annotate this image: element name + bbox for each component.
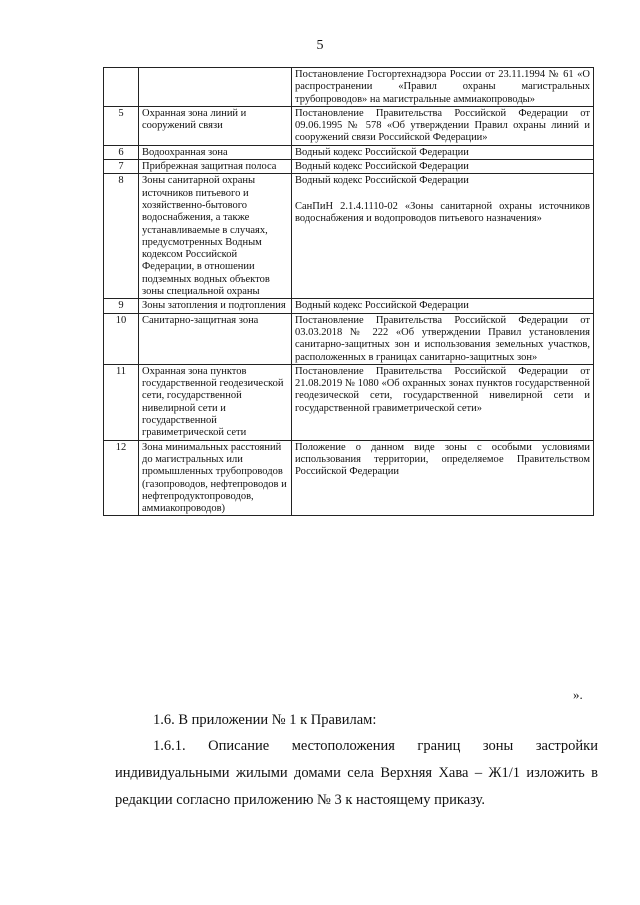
legal-basis xyxy=(292,299,594,313)
legal-basis xyxy=(292,174,594,299)
zone-name: Зона минимальных расстояний до магистральных или промышленных трубопроводов (газопроводов, нефтепроводов и нефтепродуктопроводов, аммиакопроводов) xyxy=(139,440,292,516)
legal-document: Постановление Правительства Российской Федерации от 21.08.2019 № 1080 «Об охранных зонах пунктов государственной геодезической сети, государственной нивелирной сети и государственной гравиметрической сети» xyxy=(295,365,590,414)
legal-document: Постановление Госгортехнадзора России от 23.11.1994 № 61 «О распространении «Правил охраны магистральных трубопроводов» на магистральные аммиакопроводы» xyxy=(295,69,590,105)
legal-document: Водный кодекс Российской Федерации xyxy=(295,300,469,312)
zone-name: Охранная зона линий и сооружений связи xyxy=(139,106,292,145)
legal-basis xyxy=(292,440,594,516)
legal-basis xyxy=(292,364,594,440)
legal-document: Водный кодекс Российской Федерации xyxy=(295,161,469,173)
row-number: 6 xyxy=(104,145,139,159)
row-number: 5 xyxy=(104,106,139,145)
table-row xyxy=(104,145,594,159)
legal-document: СанПиН 2.1.4.1110-02 «Зоны санитарной охраны источников водоснабжения и водопроводов питьевого назначения» xyxy=(295,200,590,224)
legal-document: Положение о данном виде зоны с особыми условиями использования территории, определяемое Правительством Российской Федерации xyxy=(295,441,590,478)
table-row xyxy=(104,106,594,145)
table-row xyxy=(104,313,594,364)
page-number: 5 xyxy=(316,38,324,53)
row-number: 9 xyxy=(104,299,139,313)
legal-document: Постановление Правительства Российской Федерации от 03.03.2018 № 222 «Об утверждении Правил установления санитарно-защитных зон и использования земельных участков, расположенных в границах санитарно-защитных зон» xyxy=(295,314,590,363)
legal-document: Постановление Правительства Российской Федерации от 09.06.1995 № 578 «Об утверждении Правил охраны линий и сооружений связи Российской Федерации» xyxy=(295,107,590,144)
legal-basis xyxy=(292,106,594,145)
paragraph-1-6: 1.6. В приложении № 1 к Правилам: xyxy=(153,712,377,728)
zone-name: Прибрежная защитная полоса xyxy=(139,160,292,174)
zone-name xyxy=(139,68,292,107)
table-row xyxy=(104,160,594,174)
zones-table xyxy=(103,67,594,516)
zone-name: Санитарно-защитная зона xyxy=(139,313,292,364)
row-number: 10 xyxy=(104,313,139,364)
paragraph-1-6-1: 1.6.1. Описание местоположения границ зоны застройки индивидуальными жилыми домами села Верхняя Хава – Ж1/1 изложить в редакции согласно приложению № 3 к настоящему приказу. xyxy=(115,738,598,808)
row-number: 7 xyxy=(104,160,139,174)
legal-document: Водный кодекс Российской Федерации xyxy=(295,146,469,158)
zone-name: Водоохранная зона xyxy=(139,145,292,159)
legal-basis xyxy=(292,160,594,174)
table-row xyxy=(104,68,594,107)
row-number: 8 xyxy=(104,174,139,299)
row-number xyxy=(104,68,139,107)
zone-name: Охранная зона пунктов государственной геодезической сети, государственной нивелирной сети и государственной гравиметрической сети xyxy=(139,364,292,440)
legal-basis xyxy=(292,145,594,159)
zone-name: Зоны затопления и подтопления xyxy=(139,299,292,313)
row-number: 12 xyxy=(104,440,139,516)
table-row xyxy=(104,174,594,299)
legal-basis xyxy=(292,313,594,364)
table-row xyxy=(104,364,594,440)
zones-table-body xyxy=(104,68,594,516)
legal-basis xyxy=(292,68,594,107)
table-row xyxy=(104,299,594,313)
row-number: 11 xyxy=(104,364,139,440)
legal-document: Водный кодекс Российской Федерации xyxy=(295,175,469,187)
closing-quote: ». xyxy=(573,687,583,702)
zone-name: Зоны санитарной охраны источников питьевого и хозяйственно-бытового водоснабжения, а также устанавливаемые в случаях, предусмотренных Водным кодексом Российской Федерации, в отношении подземных водных объектов зоны специальной охраны xyxy=(139,174,292,299)
table-row xyxy=(104,440,594,516)
